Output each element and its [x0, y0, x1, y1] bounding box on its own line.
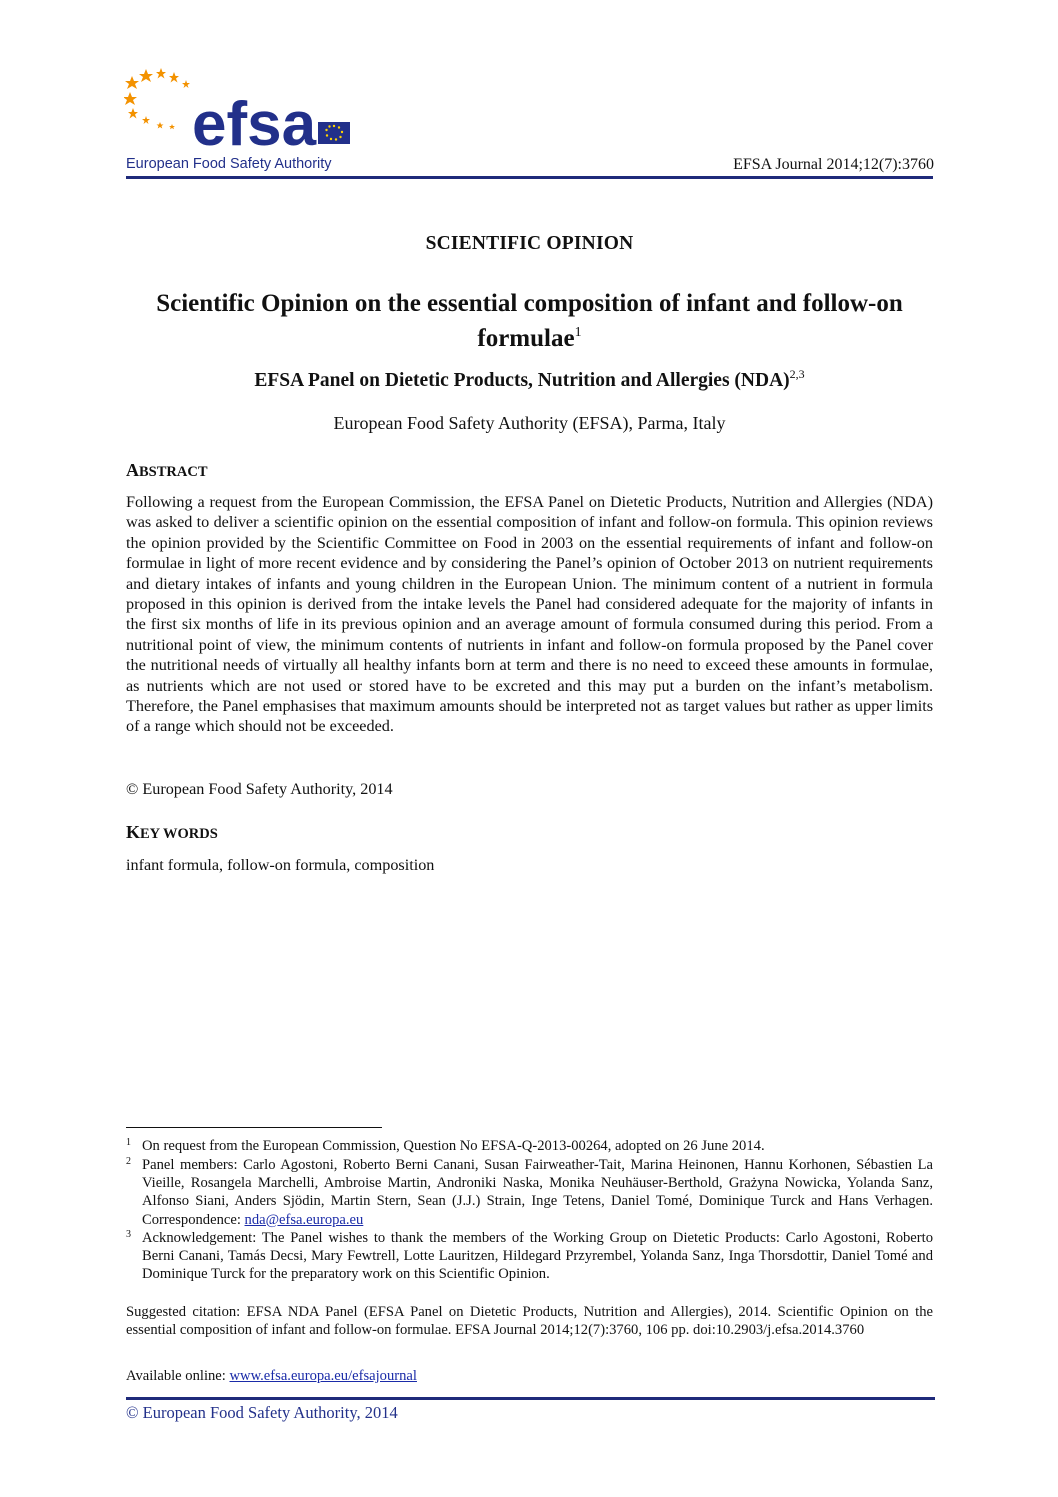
header-divider [126, 176, 933, 179]
authors-footnote-ref[interactable]: 2,3 [789, 367, 805, 381]
title-footnote-ref[interactable]: 1 [574, 325, 582, 340]
abstract-text: Following a request from the European Commission, the EFSA Panel on Dietetic Products, Nutrition and Allergies (NDA) was asked to deliver a scientific opinion on the essential composition of infant and follow-on formula. This opinion reviews the opinion provided by the Scientific Committee on Food in 2003 on the essential requirements of infant and follow-on formulae in light of more recent evidence and by considering the Panel’s opinion of October 2013 on nutrient requirements and dietary intakes of infants and young children in the European Union. The minimum content of a nutrient in formula proposed in this opinion is derived from the intake levels the Panel had considered adequate for the majority of infants in the first six months of life in its previous opinion and an average amount of formula consumed during this period. From a nutritional point of view, the minimum contents of nutrients in infant and follow-on formula proposed by the Panel cover the nutritional needs of virtually all healthy infants born at term and there is no need to exceed these amounts in formulae, as nutrients which are not used or stored have to be excreted and this may put a burden on the infant’s metabolism. Therefore, the Panel emphasises that maximum amounts should be interpreted not as target values but rather as upper limits of a range which should not be exceeded. [126, 493, 933, 736]
keywords-heading-rest: EY WORDS [140, 826, 218, 842]
footnote-text: Panel members: Carlo Agostoni, Roberto Berni Canani, Susan Fairweather-Tait, Marina Heinonen, Hannu Korhonen, Sébastien La Vieille, Rosangela Marchelli, Ambroise Martin, Androniki Naska, Monika Neuhäuser-Berthold, Grażyna Nowicka, Yolanda Sanz, Alfonso Siani, Anders Sjödin, Martin Stern, Sean (J.J.) Strain, Inge Tetens, Daniel Tomé, Dominique Turck and Hans Verhagen. Correspondence: [142, 1157, 933, 1228]
star-arc-icon [124, 68, 190, 129]
footer-copyright: © European Food Safety Authority, 2014 [126, 1403, 398, 1422]
document-title [126, 289, 933, 353]
footnote-number: 2 [126, 1156, 131, 1167]
logo-wordmark: efsa [192, 90, 317, 159]
abstract-copyright: © European Food Safety Authority, 2014 [126, 780, 393, 798]
keywords-text: infant formula, follow-on formula, composition [126, 856, 435, 874]
abstract-heading-initial: A [126, 460, 139, 480]
authors [126, 367, 933, 392]
footnote-2 [126, 1156, 933, 1229]
abstract-heading-rest: BSTRACT [139, 464, 208, 480]
journal-website-link[interactable]: www.efsa.europa.eu/efsajournal [229, 1368, 417, 1384]
title-line-1: Scientific Opinion on the essential composition of infant and follow-on [156, 290, 903, 317]
keywords-heading-initial: K [126, 822, 141, 842]
correspondence-email-link[interactable]: nda@efsa.europa.eu [244, 1211, 364, 1228]
keywords-heading [126, 822, 218, 843]
available-online-label: Available online: [126, 1368, 230, 1384]
journal-reference: EFSA Journal 2014;12(7):3760 [733, 156, 934, 173]
footer-divider [126, 1397, 935, 1400]
abstract-heading [126, 460, 208, 481]
footnote-3 [126, 1229, 933, 1284]
available-online [126, 1368, 417, 1385]
footnote-number: 1 [126, 1137, 131, 1148]
footnote-text: Acknowledgement: The Panel wishes to thank the members of the Working Group on Dietetic Products: Carlo Agostoni, Roberto Berni Canani, Tamás Decsi, Mary Fewtrell, Lotte Lauritzen, Hildegard Przyrembel, Yolanda Sanz, Inga Thorsdottir, Daniel Tomé and Dominique Turck for the preparatory work on this Scientific Opinion. [142, 1230, 933, 1283]
authors-text: EFSA Panel on Dietetic Products, Nutrition and Allergies (NDA) [254, 370, 790, 391]
org-name: European Food Safety Authority [126, 156, 332, 172]
suggested-citation: Suggested citation: EFSA NDA Panel (EFSA Panel on Dietetic Products, Nutrition and Allergies), 2014. Scientific Opinion on the essential composition of infant and follow-on formulae. EFSA Journal 2014;12(7):3760, 106 pp. doi:10.2903/j.efsa.2014.3760 [126, 1304, 933, 1339]
affiliation: European Food Safety Authority (EFSA), Parma, Italy [333, 413, 726, 433]
footnote-number: 3 [126, 1229, 131, 1240]
footnote-text: On request from the European Commission, Question No EFSA-Q-2013-00264, adopted on 26 June 2014. [142, 1138, 765, 1154]
footnote-1 [126, 1137, 933, 1155]
document-type: SCIENTIFIC OPINION [425, 233, 634, 254]
title-line-2 [126, 318, 933, 353]
footnote-text-container [142, 1156, 933, 1229]
title-line-2-text: formulae [477, 325, 575, 352]
footnote-divider [126, 1127, 382, 1128]
